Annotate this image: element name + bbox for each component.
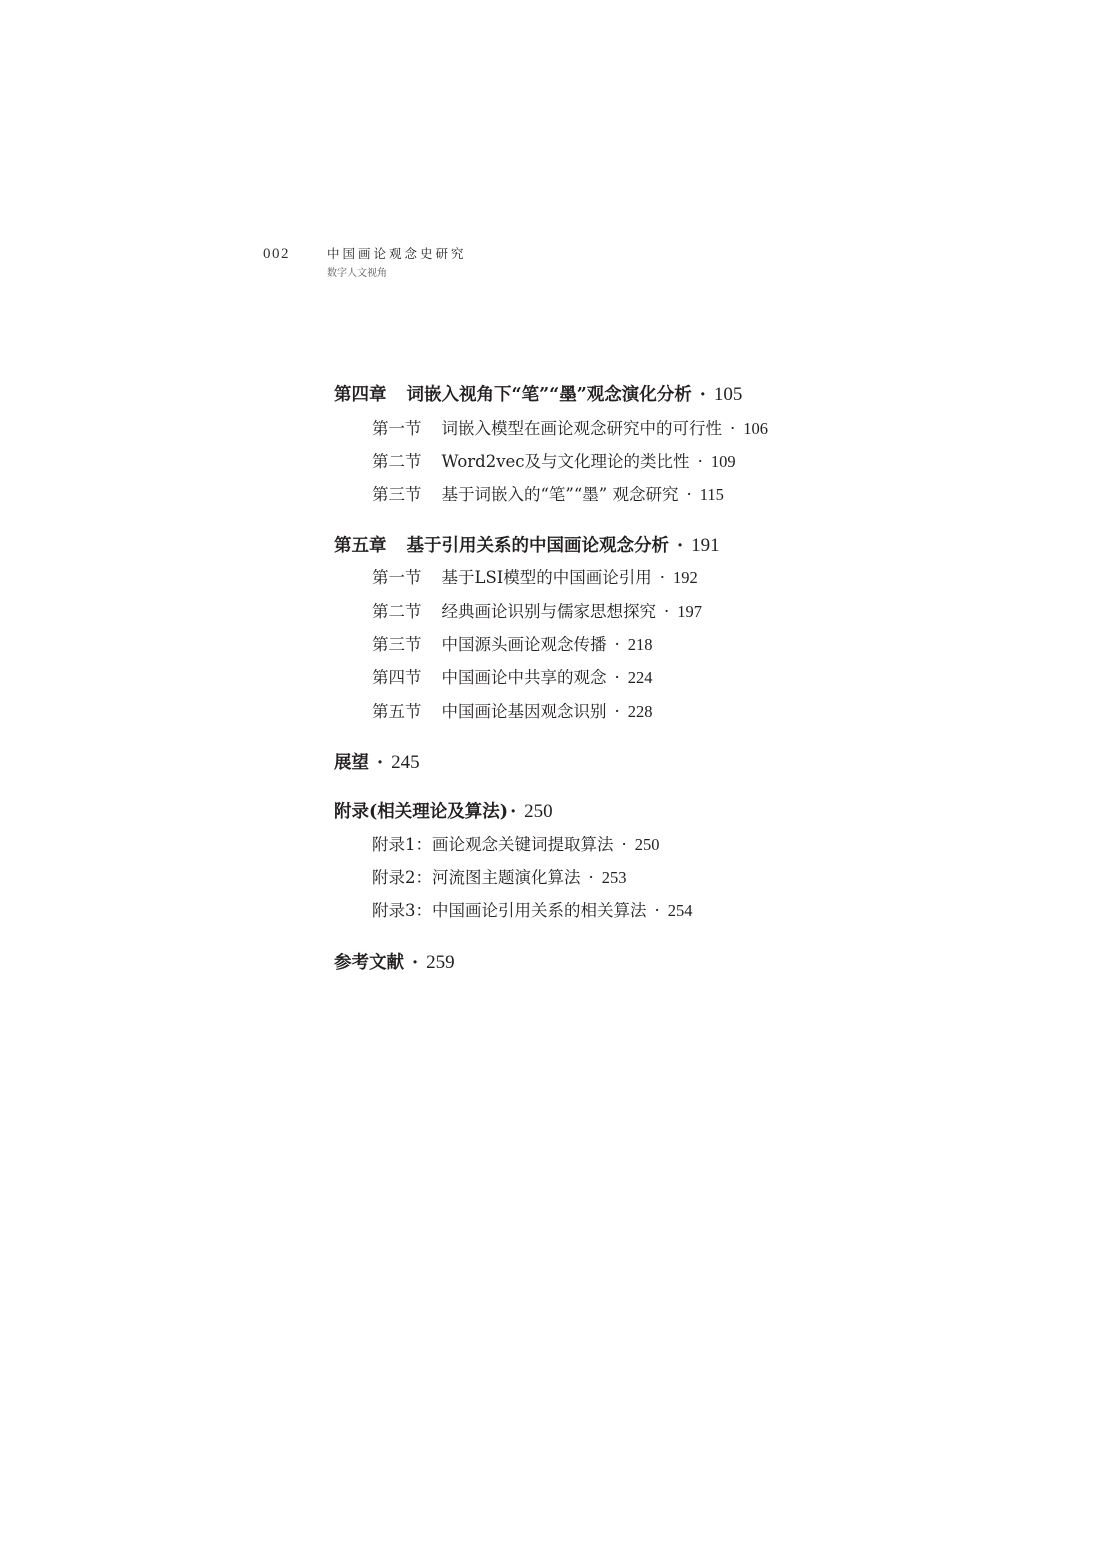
toc-section-title: 附录1：画论观念关键词提取算法 (372, 835, 614, 854)
book-title: 中国画论观念史研究 (327, 246, 467, 261)
toc-chapter-title: 基于引用关系的中国画论观念分析 (406, 536, 669, 556)
toc-page-number: 245 (391, 752, 420, 773)
toc-separator: · (614, 635, 620, 654)
toc-section-label: 第五节 (372, 702, 422, 721)
toc-section-4-3[interactable] (372, 487, 724, 504)
toc-section-title: 基于词嵌入的“笔”“墨” 观念研究 (441, 485, 679, 504)
toc-separator: · (614, 668, 620, 687)
toc-chapter-5[interactable] (334, 536, 720, 556)
toc-page-number: 192 (673, 568, 698, 587)
toc-section-title: 中国源头画论观念传播 (441, 635, 607, 654)
toc-section-label: 第二节 (372, 452, 422, 471)
page-number: 002 (263, 246, 290, 262)
toc-separator: · (699, 385, 706, 405)
toc-section-5-2[interactable] (372, 604, 702, 621)
toc-separator: · (697, 452, 703, 471)
toc-page-number: 115 (699, 485, 724, 504)
toc-section-5-5[interactable] (372, 704, 653, 721)
toc-page-number: 259 (426, 952, 455, 973)
toc-section-label: 第三节 (372, 485, 422, 504)
toc-page-number: 250 (524, 801, 553, 822)
toc-separator: · (614, 702, 620, 721)
toc-page-number: 197 (677, 602, 702, 621)
toc-outlook[interactable] (334, 753, 420, 773)
toc-page-number: 228 (627, 702, 653, 721)
toc-section-title: 词嵌入模型在画论观念研究中的可行性 (441, 419, 722, 438)
toc-separator: · (654, 901, 660, 920)
toc-section-title: 附录3：中国画论引用关系的相关算法 (372, 901, 647, 920)
toc-separator: · (510, 802, 517, 822)
toc-chapter-title: 展望 (334, 753, 369, 773)
toc-page-number: 109 (710, 452, 736, 471)
toc-section-title: 经典画论识别与儒家思想探究 (441, 602, 656, 621)
running-header (263, 244, 663, 284)
toc-separator: · (677, 536, 684, 556)
toc-separator: · (621, 835, 627, 854)
toc-appendix-1[interactable] (372, 837, 660, 854)
toc-references[interactable] (334, 953, 455, 973)
toc-separator: · (686, 485, 692, 504)
toc-page-number: 250 (634, 835, 660, 854)
toc-appendix-2[interactable] (372, 870, 627, 887)
toc-page-number: 224 (627, 668, 653, 687)
toc-chapter-title: 附录(相关理论及算法) (334, 802, 509, 822)
toc-section-title: 基于LSI模型的中国画论引用 (441, 568, 652, 587)
toc-section-label: 第二节 (372, 602, 422, 621)
toc-section-5-3[interactable] (372, 637, 653, 654)
toc-section-label: 第四节 (372, 668, 422, 687)
toc-appendix-3[interactable] (372, 903, 693, 920)
toc-appendix[interactable] (334, 802, 553, 822)
toc-separator: · (377, 753, 384, 773)
toc-separator: · (659, 568, 666, 587)
toc-page-number: 105 (713, 384, 743, 405)
toc-chapter-title: 参考文献 (334, 953, 404, 973)
toc-page-number: 106 (743, 419, 768, 438)
toc-section-title: Word2vec及与文化理论的类比性 (441, 452, 690, 471)
toc-separator: · (730, 419, 736, 438)
toc-section-label: 第一节 (372, 419, 422, 438)
toc-chapter-label: 第五章 (334, 536, 387, 556)
toc-page-number: 218 (627, 635, 653, 654)
toc-separator: · (588, 868, 594, 887)
toc-section-4-1[interactable] (372, 421, 768, 438)
book-subtitle: 数字人文视角 (327, 268, 387, 279)
toc-chapter-4[interactable] (334, 385, 742, 405)
toc-page-number: 191 (691, 535, 720, 556)
toc-section-title: 附录2：河流图主题演化算法 (372, 868, 581, 887)
toc-section-label: 第三节 (372, 635, 422, 654)
toc-chapter-title: 词嵌入视角下“笔”“墨”观念演化分析 (406, 385, 692, 405)
toc-section-4-2[interactable] (372, 454, 736, 471)
toc-page-number: 254 (667, 901, 693, 920)
toc-section-label: 第一节 (372, 568, 422, 587)
toc-chapter-label: 第四章 (334, 385, 387, 405)
toc-section-5-1[interactable] (372, 570, 698, 587)
toc-section-title: 中国画论中共享的观念 (441, 668, 607, 687)
toc-separator: · (664, 602, 670, 621)
toc-section-5-4[interactable] (372, 670, 653, 687)
toc-section-title: 中国画论基因观念识别 (441, 702, 607, 721)
toc-page-number: 253 (601, 868, 627, 887)
toc-separator: · (412, 953, 419, 973)
